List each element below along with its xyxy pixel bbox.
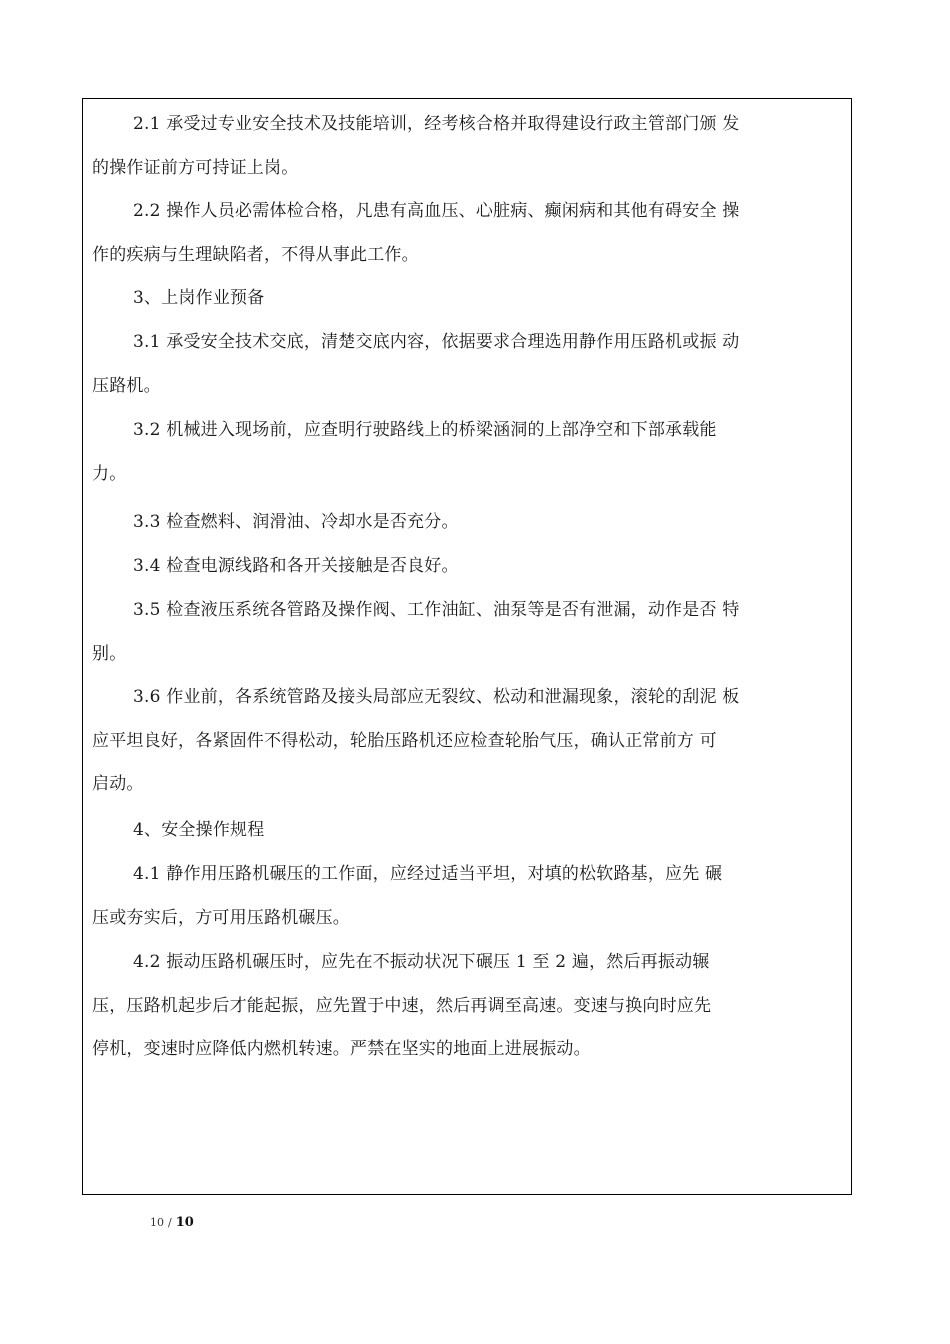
paragraph-3-4	[83, 545, 459, 589]
section-heading-3	[83, 277, 264, 321]
paragraph-3-2	[83, 409, 717, 496]
text-line: 3、上岗作业预备	[133, 288, 265, 308]
paragraph-3-1	[83, 321, 739, 408]
text-line: 停机，变速时应降低内燃机转速。严禁在坚实的地面上进展振动。	[92, 1039, 591, 1059]
section-heading-4	[83, 809, 264, 853]
paragraph-2-1	[83, 103, 739, 190]
text-line: 3.5 检查液压系统各管路及操作阀、工作油缸、油泵等是否有泄漏，动作是否 特	[133, 600, 740, 620]
page-separator: /	[168, 1216, 172, 1229]
paragraph-3-6	[83, 676, 739, 807]
paragraph-4-1	[83, 853, 722, 940]
total-pages: 10	[175, 1215, 194, 1230]
text-line: 压或夯实后，方可用压路机碾压。	[92, 907, 350, 928]
text-line: 3.2 机械进入现场前，应查明行驶路线上的桥梁涵洞的上部净空和下部承载能	[133, 420, 717, 440]
text-line: 4.2 振动压路机碾压时，应先在不振动状况下碾压 1 至 2 遍，然后再振动辗	[133, 952, 710, 972]
text-line: 启动。	[92, 774, 144, 794]
text-line: 3.3 检查燃料、润滑油、冷却水是否充分。	[133, 512, 459, 532]
text-line: 压，压路机起步后才能起振，应先置于中速，然后再调至高速。变速与换向时应先	[92, 995, 712, 1016]
text-line: 力。	[92, 463, 127, 484]
text-line: 压路机。	[92, 375, 161, 396]
text-line: 2.1 承受过专业安全技术及技能培训，经考核合格并取得建设行政主管部门颁 发	[133, 114, 740, 134]
current-page: 10	[150, 1216, 164, 1229]
text-line: 4、安全操作规程	[133, 820, 265, 840]
text-line: 应平坦良好，各紧固件不得松动，轮胎压路机还应检查轮胎气压，确认正常前方 可	[92, 730, 717, 751]
paragraph-3-3	[83, 501, 459, 545]
text-line: 4.1 静作用压路机碾压的工作面，应经过适当平坦，对填的松软路基，应先 碾	[133, 864, 723, 884]
page-number	[150, 1215, 194, 1230]
text-line: 3.1 承受安全技术交底，清楚交底内容，依据要求合理选用静作用压路机或振 动	[133, 332, 740, 352]
text-line: 3.6 作业前，各系统管路及接头局部应无裂纹、松动和泄漏现象，滚轮的刮泥 板	[133, 687, 740, 707]
text-line: 别。	[92, 643, 127, 664]
paragraph-4-2	[83, 941, 711, 1072]
text-line: 作的疾病与生理缺陷者，不得从事此工作。	[92, 244, 419, 265]
paragraph-3-5	[83, 589, 739, 676]
paragraph-2-2	[83, 190, 739, 277]
content-frame	[82, 98, 852, 1195]
text-line: 的操作证前方可持证上岗。	[92, 157, 299, 178]
text-line: 2.2 操作人员必需体检合格，凡患有高血压、心脏病、癫闲病和其他有碍安全 操	[133, 201, 740, 221]
text-line: 3.4 检查电源线路和各开关接触是否良好。	[133, 556, 459, 576]
